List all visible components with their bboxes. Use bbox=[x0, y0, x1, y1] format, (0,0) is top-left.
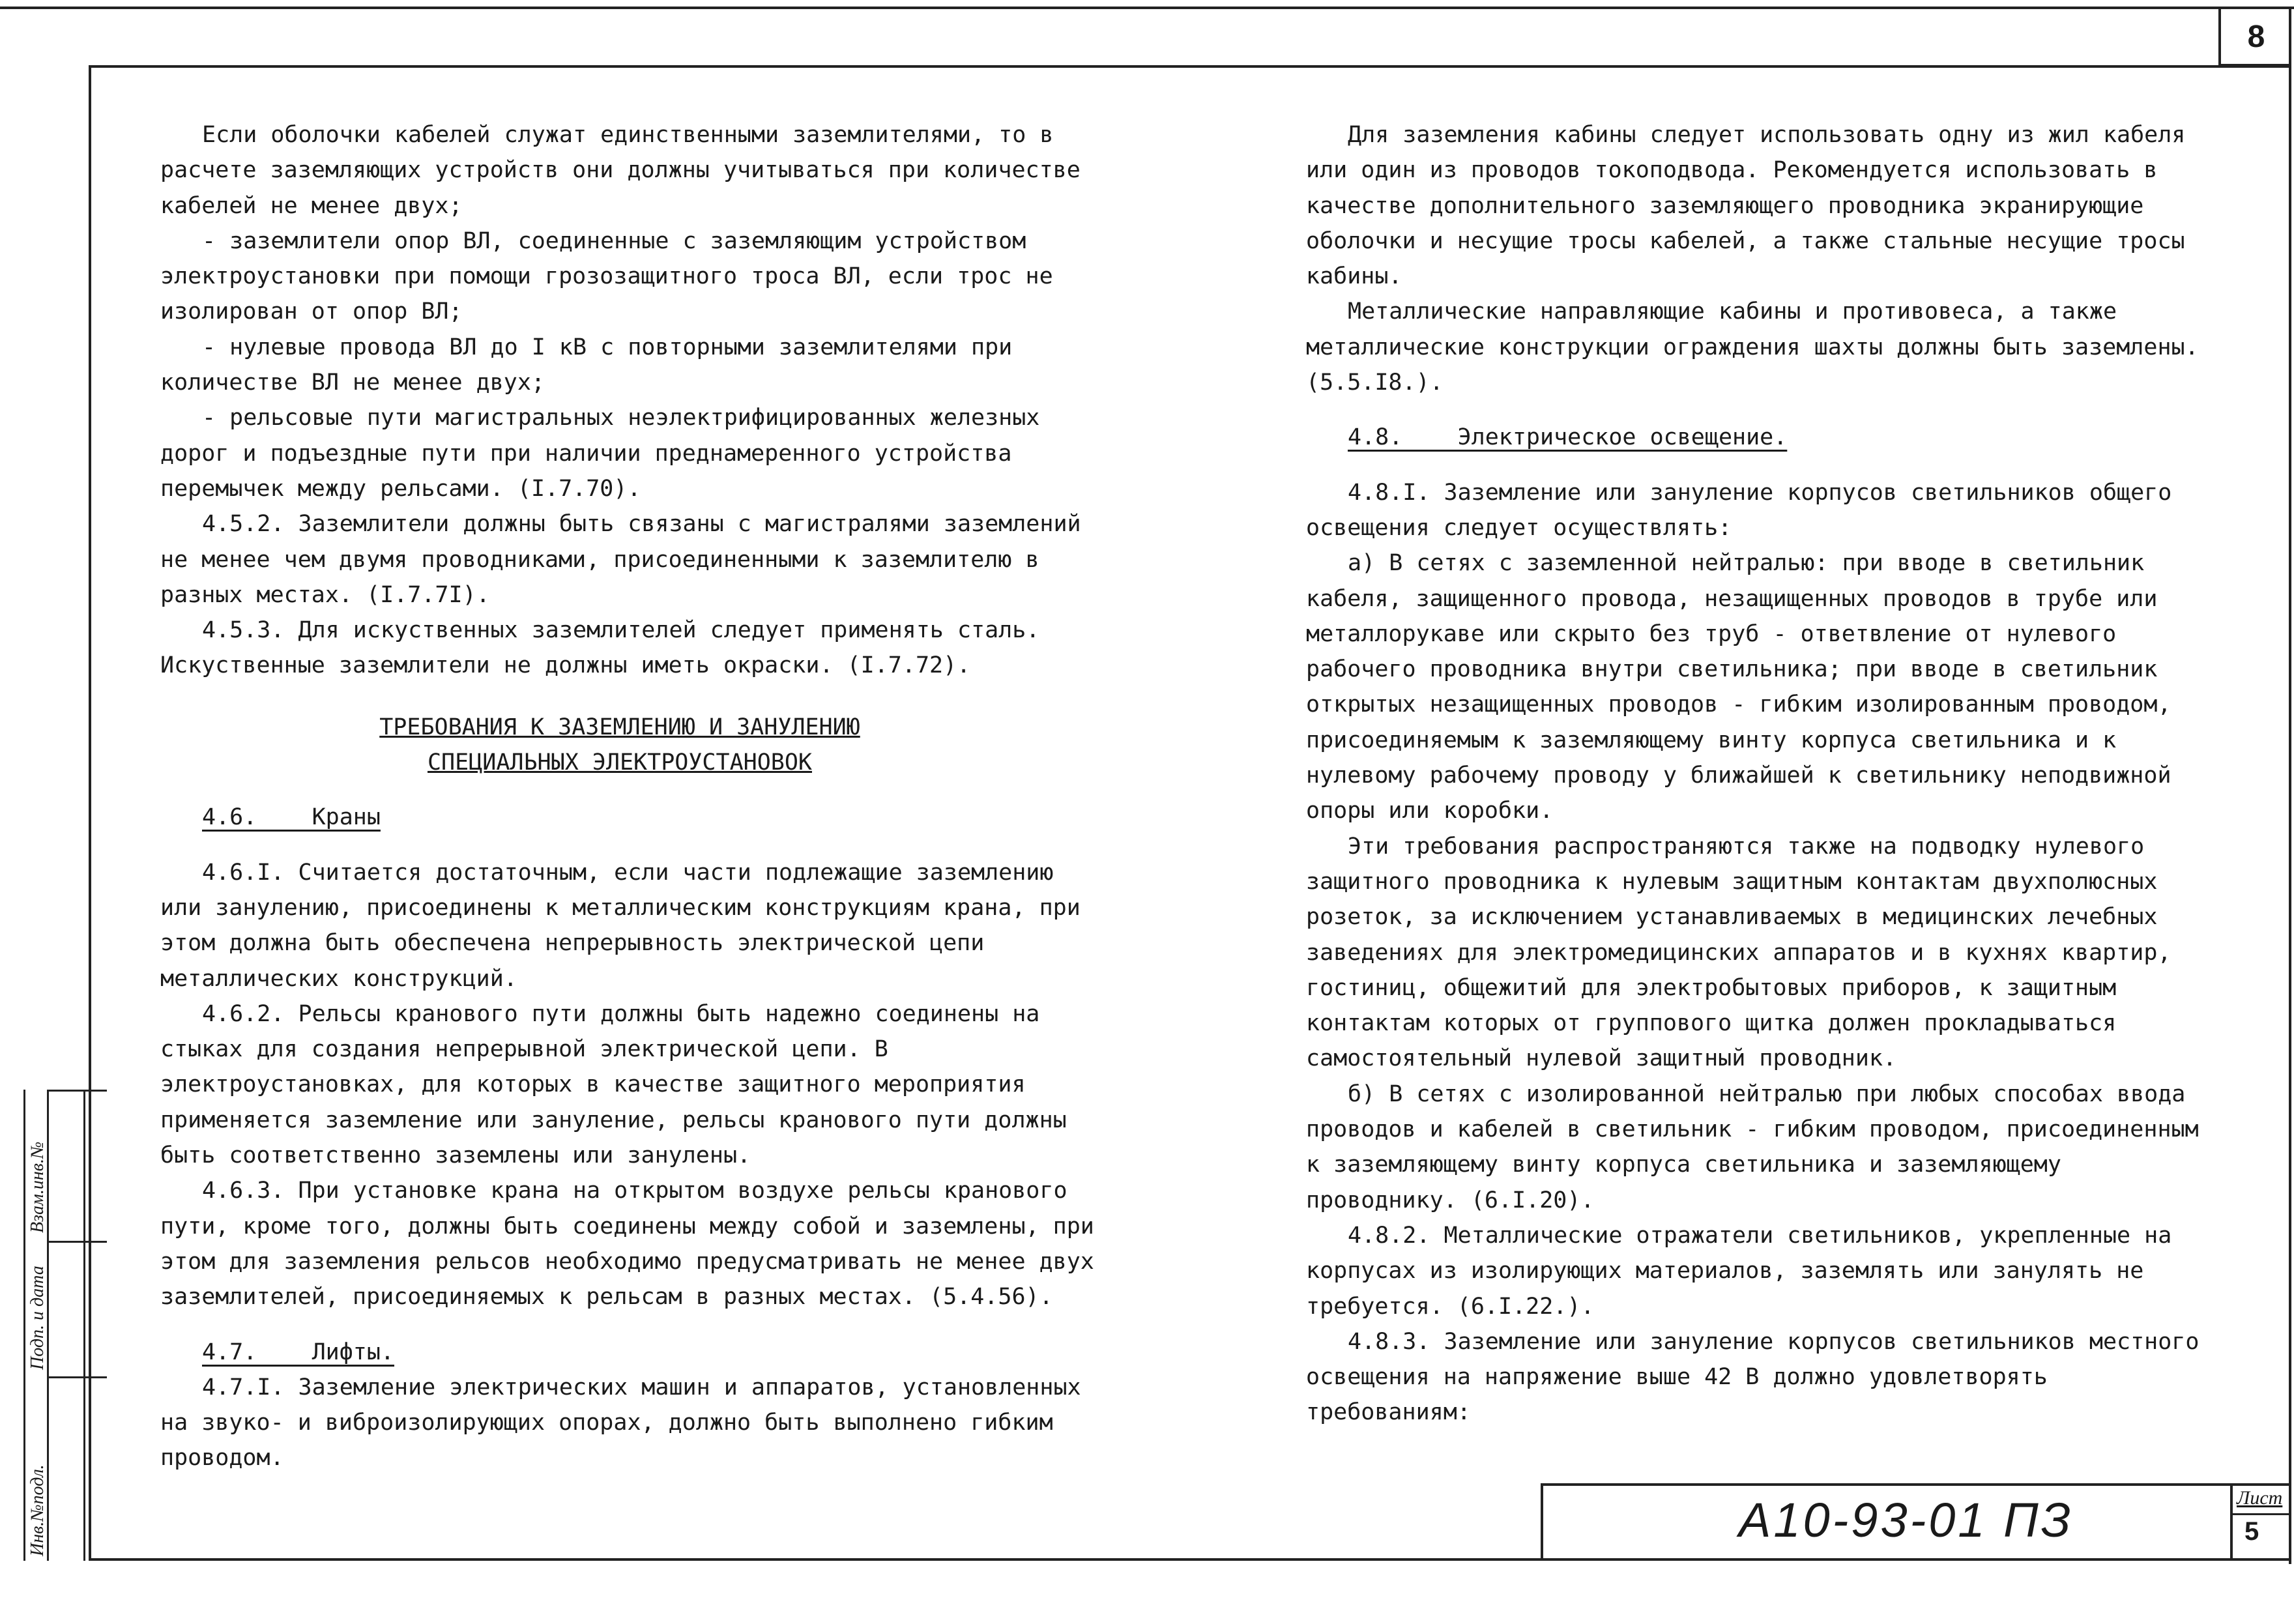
paragraph: 4.8.3. Заземление или зануление корпусов светильников местного освещения на напряжение выше 42 В должно удовлетворять требованиям: bbox=[1306, 1328, 2213, 1426]
paragraph: Если оболочки кабелей служат единственными заземлителями, то в расчете заземляющих устройств они должны учитываться при количестве кабелей не менее двух; bbox=[160, 122, 1094, 219]
paragraph: б) В сетях с изолированной нейтралью при любых способах ввода проводов и кабелей в светильник - гибким проводом, присоединенным к заземляющему винту корпуса светильника и заземляющему проводнику. (6.I.20). bbox=[1306, 1080, 2213, 1213]
strip-divider bbox=[47, 1090, 107, 1092]
paragraph: 4.8.I. Заземление или зануление корпусов светильников общего освещения следует осуществлять: bbox=[1306, 479, 2186, 541]
section-title-line1: ТРЕБОВАНИЯ К ЗАЗЕМЛЕНИЮ И ЗАНУЛЕНИЮ bbox=[379, 714, 860, 740]
sign-date-label: Подп. и дата bbox=[27, 1266, 48, 1370]
paragraph: а) В сетях с заземленной нейтралью: при вводе в светильник кабеля, защищенного провода, незащищенных проводов в трубе или металлорукаве или скрыто без труб - ответвление от нулевого рабочего проводника внутри светильника; при вводе в светильник открытых незащищенных проводов - гибким изолированным проводом, присоединяемым к заземляющему винту корпуса светильника и к нулевому рабочему проводу у ближайшей к светильнику неподвижной опоры или коробки. bbox=[1306, 550, 2185, 824]
strip-divider bbox=[47, 1241, 107, 1243]
paragraph: 4.6.I. Считается достаточным, если части подлежащие заземлению или занулению, присоединены к металлическим конструкциям крана, при этом должна быть обеспечена непрерывность электрической цепи металлических конструкций. bbox=[160, 859, 1094, 992]
stamp-divider bbox=[2233, 1513, 2290, 1515]
stamp-sheet-cell bbox=[2230, 1486, 2290, 1561]
paragraph: - заземлители опор ВЛ, соединенные с заземляющим устройством электроустановки при помощи грозозащитного троса ВЛ, если трос не изолирован от опор ВЛ; bbox=[160, 227, 1067, 325]
paragraph: 4.5.2. Заземлители должны быть связаны с магистралями заземлений не менее чем двумя проводниками, присоединенными к заземлителю в разных местах. (I.7.7I). bbox=[160, 511, 1095, 608]
paragraph: Металлические направляющие кабины и противовеса, а также металлические конструкции ограждения шахты должны быть заземлены. (5.5.I8.). bbox=[1306, 298, 2213, 396]
strip-line bbox=[23, 1090, 25, 1561]
heading-4-6: 4.6. Краны bbox=[202, 804, 381, 831]
side-title-strip bbox=[23, 1090, 83, 1561]
paragraph: Для заземления кабины следует использовать одну из жил кабеля или один из проводов токоподвода. Рекомендуется использовать в качестве дополнительного заземляющего проводника экранирующие оболочки и несущие тросы кабелей, а также стальные несущие тросы кабины. bbox=[1306, 122, 2200, 290]
sheet-number-box bbox=[2218, 9, 2291, 66]
strip-divider bbox=[47, 1376, 107, 1378]
heading-4-7: 4.7. Лифты. bbox=[202, 1339, 395, 1365]
strip-line bbox=[83, 1090, 85, 1561]
right-column bbox=[1306, 117, 2218, 1430]
inv-orig-label: Инв.№подл. bbox=[27, 1464, 48, 1556]
title-block-stamp bbox=[1541, 1483, 2290, 1561]
paragraph: 4.7.I. Заземление электрических машин и аппаратов, установленных на звуко- и виброизолирующих опорах, должно быть выполнено гибким проводом. bbox=[160, 1374, 1095, 1472]
paragraph: 4.8.2. Металлические отражатели светильников, укрепленные на корпусах из изолирующих материалов, заземлять или занулять не требуется. (6.I.22.). bbox=[1306, 1222, 2186, 1320]
stamp-sheet-number: 5 bbox=[2244, 1517, 2259, 1546]
frame-right-line bbox=[2289, 7, 2291, 1564]
section-title-line2: СПЕЦИАЛЬНЫХ ЭЛЕКТРОУСТАНОВОК bbox=[427, 749, 812, 776]
paragraph: 4.6.2. Рельсы кранового пути должны быть надежно соединены на стыках для создания непрерывной электрической цепи. В электроустановках, для которых в качестве защитного мероприятия применяется заземление или зануление, рельсы кранового пути должны быть соответственно заземлены или занулены. bbox=[160, 1000, 1081, 1169]
heading-4-8: 4.8. Электрическое освещение. bbox=[1348, 424, 1788, 451]
document-code: А10-93-01 ПЗ bbox=[1739, 1493, 2074, 1547]
paragraph: - рельсовые пути магистральных неэлектрифицированных железных дорог и подъездные пути при наличии преднамеренного устройства перемычек между рельсами. (I.7.70). bbox=[160, 405, 1054, 502]
paragraph: Эти требования распространяются также на подводку нулевого защитного проводника к нулевым защитным контактам двухполюсных розеток, за исключением устанавливаемых в медицинских лечебных заведениях для электромедицинских аппаратов и в кухнях квартир, гостиниц, общежитий для электробытовых приборов, к защитным контактам которых от группового щитка должен прокладываться самостоятельный нулевой защитный проводник. bbox=[1306, 833, 2185, 1072]
paragraph: 4.5.3. Для искуственных заземлителей следует применять сталь. Искуственные заземлители не должны иметь окраски. (I.7.72). bbox=[160, 617, 1054, 679]
replace-inv-label: Взам.инв.№ bbox=[27, 1141, 48, 1233]
paragraph: - нулевые провода ВЛ до I кВ с повторными заземлителями при количестве ВЛ не менее двух; bbox=[160, 334, 1026, 396]
sheet-number: 8 bbox=[2247, 19, 2265, 54]
paragraph: 4.6.3. При установке крана на открытом воздухе рельсы кранового пути, кроме того, должны быть соединены между собой и заземлены, при этом для заземления рельсов необходимо предусматривать не менее двух заземлителей, присоединяемых к рельсам в разных местах. (5.4.56). bbox=[160, 1178, 1108, 1311]
left-column bbox=[160, 117, 1108, 1476]
sheet-label: Лист bbox=[2237, 1487, 2283, 1509]
frame-top-line bbox=[0, 7, 2294, 9]
